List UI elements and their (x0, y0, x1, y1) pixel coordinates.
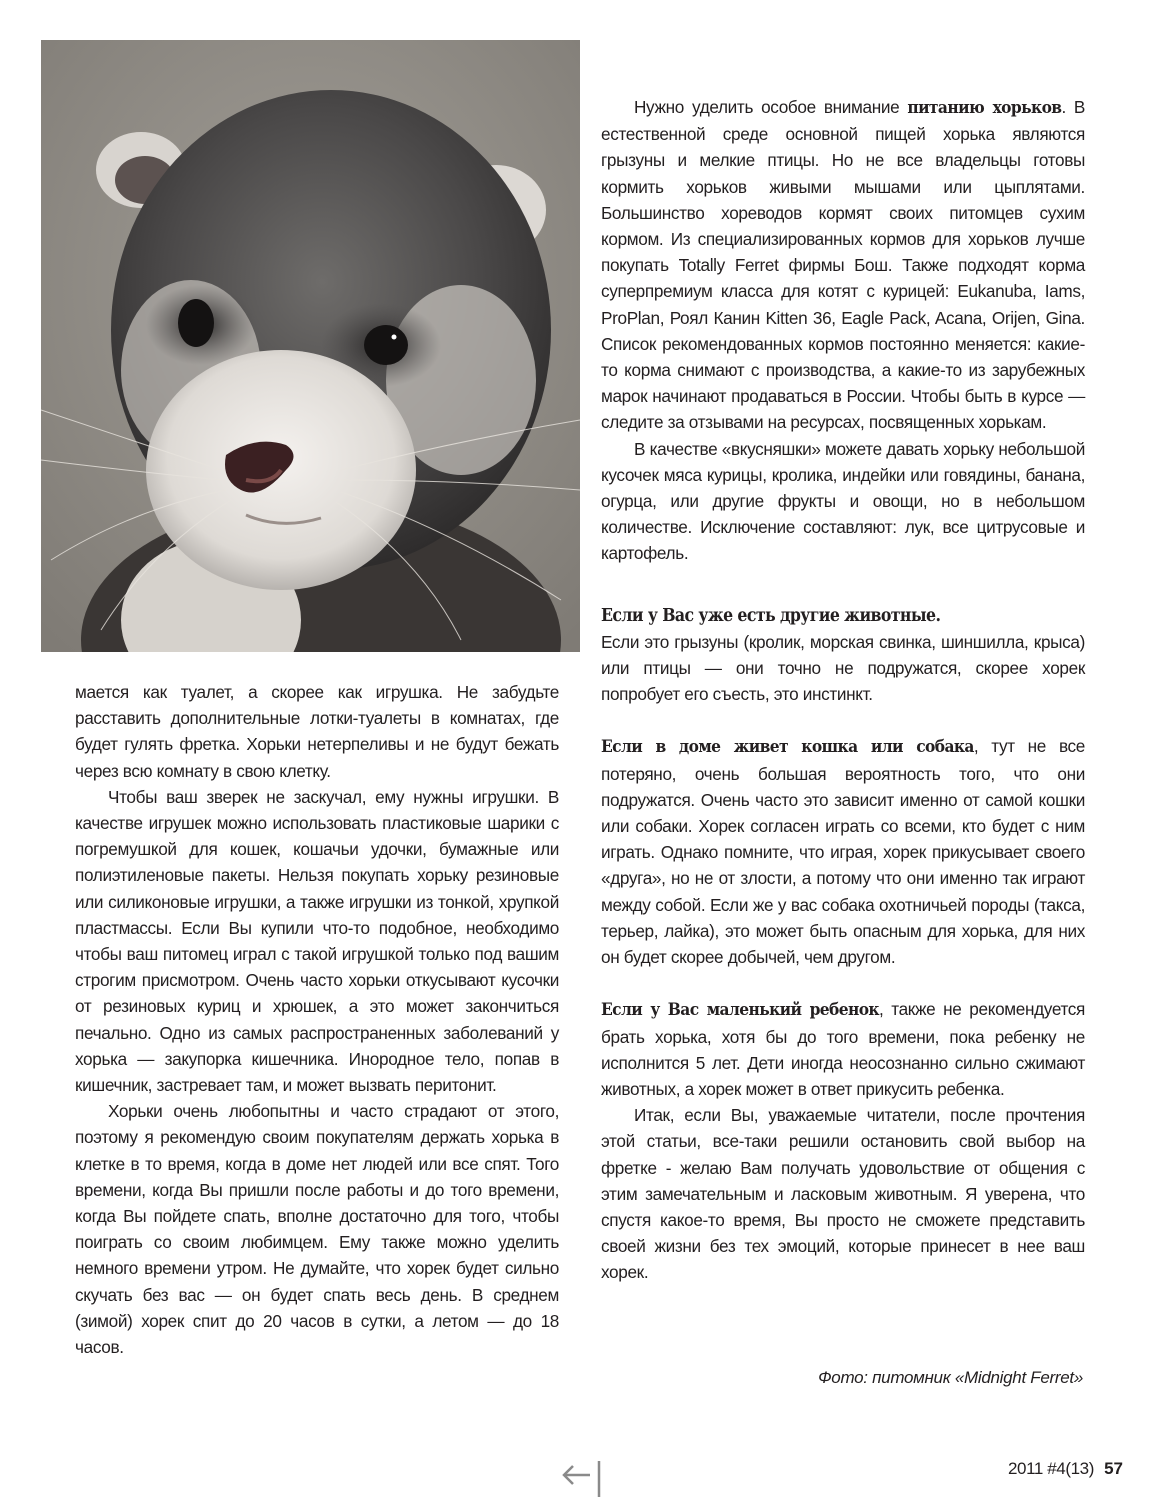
arrow-left-bar-icon (560, 1459, 606, 1499)
right-column (601, 94, 1085, 1286)
right-paragraph-1-body: . В естественной среде основной пищей хорька являются грызуны и мелкие птицы. Но не все владельцы готовы кормить хорьков живыми мышами или цыплятами. Большинство хореводов кормят своих питомцев сухим кормом. Из специализированных кормов для хорьков лучше покупать Totally Ferret фирмы Бош. Также подходят корма суперпремиум класса для котят с курицей: Eukanuba, Iams, ProPlan, Роял Канин Kitten 36, Eagle Pack, Acana, Orijen, Gina. Список рекомендованных кормов постоянно меняется: какие-то корма снимают с производства, а какие-то из зарубежных марок начинают продаваться в России. Чтобы быть в курсе — следите за отзывами на ресурсах, посвященных хорькам. (601, 97, 1085, 433)
ferret-illustration (41, 40, 580, 652)
back-button[interactable] (560, 1459, 606, 1499)
left-paragraph-2: Чтобы ваш зверек не заскучал, ему нужны игрушки. В качестве игрушек можно использовать пластиковые шарики с погремушкой для кошек, кошачьи удочки, бумажные или полиэтиленовые пакеты. Нельзя покупать хорьку резиновые или силиконовые игрушки, а также игрушки из тонкой, хрупкой пластмассы. Если Вы купили что-то подобное, необходимо чтобы ваш питомец играл с такой игрушкой только под вашим строгим присмотром. Очень часто хорьки откусывают кусочки от резиновых куриц и хрюшек, а это может закончиться печально. Одно из самых распространенных заболеваний у хорька — закупорка кишечника. Инородное тело, попав в кишечник, застревает там, и может вызвать перитонит. (75, 786, 559, 1096)
heading-cat-or-dog: Если в доме живет кошка или собака (601, 737, 974, 758)
right-paragraph-5-body: , также не рекомендуется брать хорька, хотя бы до того времени, пока ребенку не исполнится 5 лет. Дети иногда неосознанно сильно сжимают животных, а хорек может в ответ прикусить ребенка. (601, 999, 1085, 1099)
left-paragraph-1: мается как туалет, а скорее как игрушка. Не забудьте расставить дополнительные лотки-туалеты в комнатах, где будет гулять фретка. Хорьки нетерпеливы и не будут бежать через всю комнату в свою клетку. (75, 682, 559, 781)
right-paragraph-4-body: , тут не все потеряно, очень большая вероятность того, что они подружатся. Очень часто это зависит именно от самой кошки или собаки. Хорек согласен играть со всеми, кто будет с ним играть. Однако помните, что играя, хорек прикусывает своего «друга», но не от злости, а потому что они именно так играют между собой. Если же у вас собака охотничьей породы (такса, терьер, лайка), это может быть опасным для хорька, для них он будет скорее добычей, чем другом. (601, 736, 1085, 968)
ferret-photo (41, 40, 580, 652)
photo-credit: Фото: питомник «Midnight Ferret» (818, 1368, 1083, 1387)
right-paragraph-6: Итак, если Вы, уважаемые читатели, после прочтения этой статьи, все-таки решили остановить свой выбор на фретке - желаю Вам получать удовольствие от общения с этим замечательным и ласковым животным. Я уверена, что спустя какое-то время, Вы просто не сможете представить своей жизни без тех эмоций, которые принесет в нее ваш хорек. (601, 1105, 1085, 1283)
issue-number: 2011 #4(13) (1007, 1459, 1094, 1478)
right-paragraph-3: Если это грызуны (кролик, морская свинка, шиншилла, крыса) или птицы — они точно не подружатся, скорее хорек попробует его съесть, это инстинкт. (601, 631, 1085, 705)
heading-small-child: Если у Вас маленький ребенок (601, 1000, 879, 1021)
left-column (75, 679, 559, 1360)
right-paragraph-2: В качестве «вкусняшки» можете давать хорьку небольшой кусочек мяса курицы, кролика, индейки или говядины, банана, огурца, или другие фрукты и овощи, но в небольшом количестве. Исключение составляют: лук, все цитрусовые и картофель. (601, 438, 1085, 564)
feeding-emphasis: питанию хорьков (907, 98, 1062, 118)
right-paragraph-5 (601, 996, 1085, 1102)
right-paragraph-4 (601, 733, 1085, 970)
right-paragraph-1 (601, 94, 1085, 436)
page-number: 57 (1104, 1459, 1123, 1478)
heading-other-animals: Если у Вас уже есть другие животные. (601, 605, 941, 626)
left-paragraph-3: Хорьки очень любопытны и часто страдают от этого, поэтому я рекомендую своим покупателям держать хорька в клетке в то время, когда в доме нет людей или все спят. Того времени, когда Вы пришли после работы и до того времени, когда Вы пойдете спать, вполне достаточно для того, чтобы поиграть со своим любимцем. Ему также можно уделить немного времени утром. Не думайте, что хорек будет сильно скучать без вас — он будет спать весь день. В среднем (зимой) хорек спит до 20 часов в сутки, а летом — до 18 часов. (75, 1101, 559, 1358)
right-paragraph-1-intro: Нужно уделить особое внимание (634, 97, 908, 117)
